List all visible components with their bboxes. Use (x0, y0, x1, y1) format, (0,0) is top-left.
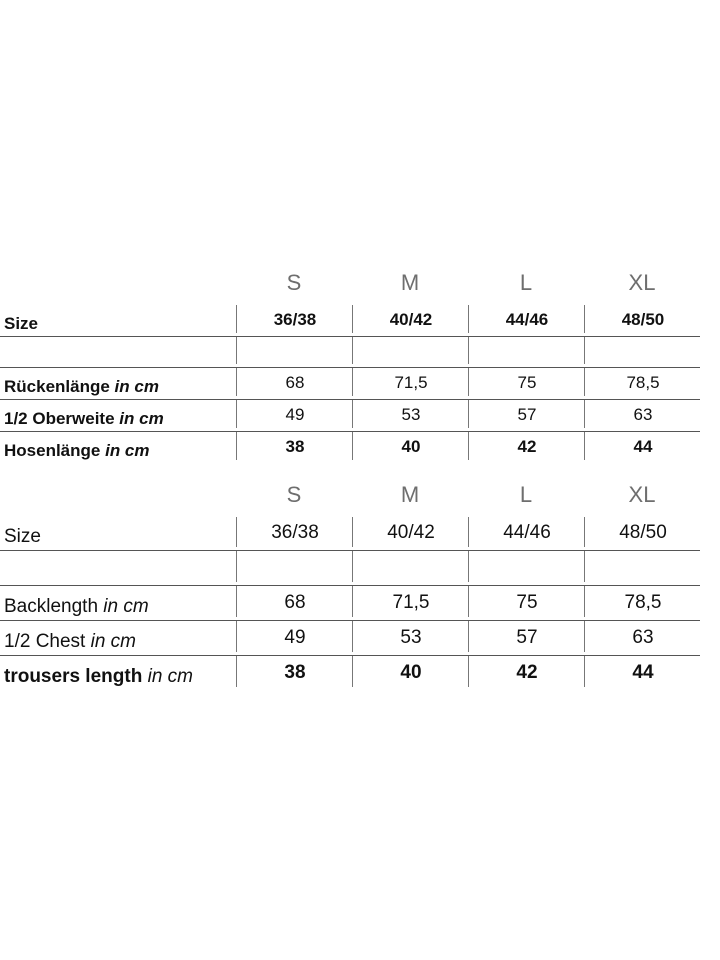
value-cell: 38 (236, 432, 353, 460)
size-letter-s: S (286, 270, 302, 295)
size-row (0, 305, 700, 337)
size-cell: 44/46 (468, 517, 585, 547)
value-cell: 57 (468, 621, 585, 652)
value-cell: 78,5 (584, 586, 701, 617)
size-label: Size (4, 314, 39, 333)
measurement-row-back-length (0, 368, 700, 400)
empty-cell (352, 337, 469, 364)
size-cell: 48/50 (584, 305, 701, 333)
row-label: Hosenlänge in cm (4, 441, 150, 460)
size-letter-l: L (519, 482, 533, 507)
value-cell: 40 (352, 656, 469, 687)
value-cell: 57 (468, 400, 585, 428)
value-cell: 68 (236, 586, 353, 617)
empty-cell (584, 337, 701, 364)
measurement-row-chest (0, 400, 700, 432)
spacer-row (0, 337, 700, 368)
empty-cell (352, 551, 469, 582)
value-cell: 68 (236, 368, 353, 396)
value-cell: 63 (584, 400, 701, 428)
size-cell: 40/42 (352, 305, 469, 333)
value-cell: 71,5 (352, 368, 469, 396)
size-chart-german (0, 270, 700, 463)
empty-cell (584, 551, 701, 582)
size-label: Size (4, 526, 41, 547)
empty-cell (236, 337, 353, 364)
size-letters-row (0, 270, 700, 305)
value-cell: 75 (468, 586, 585, 617)
value-cell: 38 (236, 656, 353, 687)
size-letter-s: S (286, 482, 302, 507)
size-letter-m: M (400, 270, 420, 295)
value-cell: 42 (468, 656, 585, 687)
size-cell: 36/38 (236, 517, 353, 547)
value-cell: 53 (352, 621, 469, 652)
size-chart-english (0, 482, 700, 690)
value-cell: 49 (236, 621, 353, 652)
size-cell: 44/46 (468, 305, 585, 333)
size-letter-xl: XL (628, 270, 656, 295)
size-letter-l: L (519, 270, 533, 295)
value-cell: 63 (584, 621, 701, 652)
measurement-row-trousers-length (0, 432, 700, 463)
measurement-row-trousers-length (0, 656, 700, 690)
row-label: 1/2 Chest in cm (4, 631, 137, 652)
empty-cell (468, 551, 585, 582)
empty-cell (468, 337, 585, 364)
size-cell: 40/42 (352, 517, 469, 547)
measurement-row-back-length (0, 586, 700, 621)
value-cell: 75 (468, 368, 585, 396)
value-cell: 40 (352, 432, 469, 460)
value-cell: 44 (584, 432, 701, 460)
empty-cell (236, 551, 353, 582)
measurement-row-chest (0, 621, 700, 656)
value-cell: 71,5 (352, 586, 469, 617)
spacer-row (0, 551, 700, 586)
size-letter-xl: XL (628, 482, 656, 507)
row-label: Rückenlänge in cm (4, 377, 159, 396)
row-label: 1/2 Oberweite in cm (4, 409, 164, 428)
value-cell: 44 (584, 656, 701, 687)
value-cell: 53 (352, 400, 469, 428)
size-cell: 36/38 (236, 305, 353, 333)
value-cell: 42 (468, 432, 585, 460)
size-cell: 48/50 (584, 517, 701, 547)
value-cell: 49 (236, 400, 353, 428)
size-row (0, 517, 700, 551)
value-cell: 78,5 (584, 368, 701, 396)
row-label: trousers length in cm (4, 666, 193, 687)
row-label: Backlength in cm (4, 596, 149, 617)
size-letters-row (0, 482, 700, 517)
size-letter-m: M (400, 482, 420, 507)
